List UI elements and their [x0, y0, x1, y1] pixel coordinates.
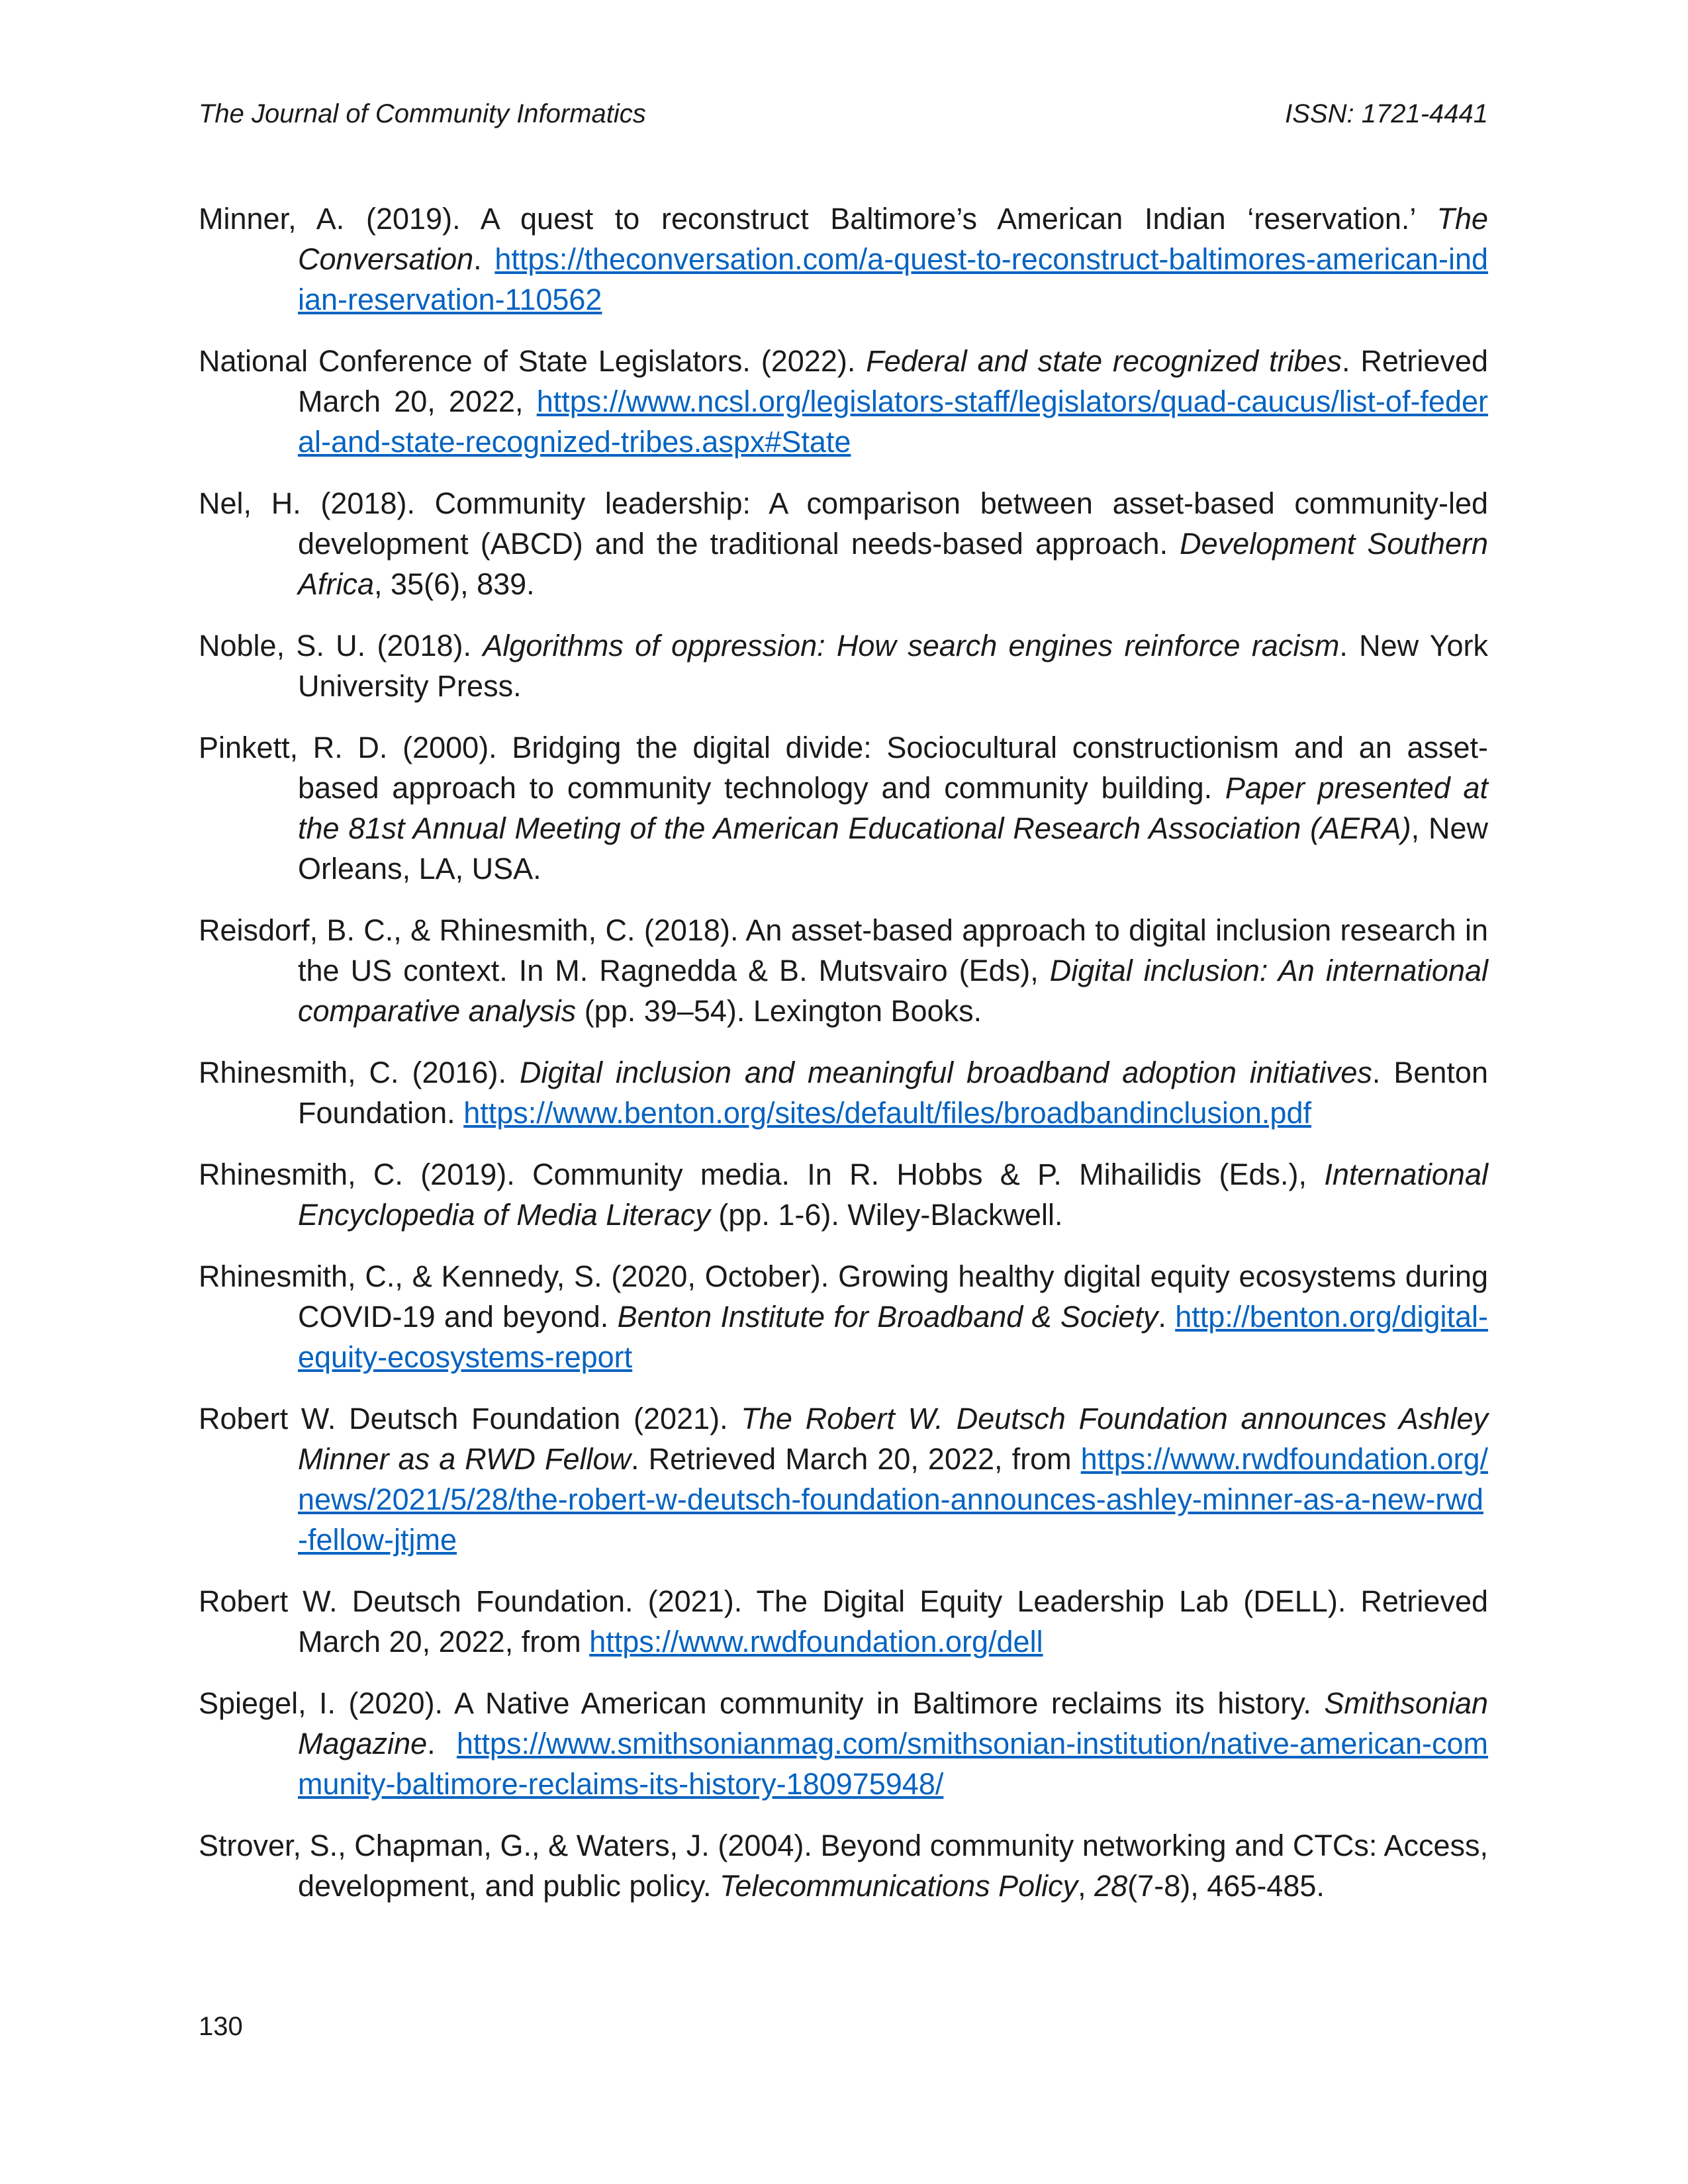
reference-text: . Retrieved March 20, 2022, [298, 344, 1488, 418]
reference-link[interactable]: https://www.rwdfoundation.org/news/2021/5/28/the-robert-w-deutsch-foundation-announces-ashley-minner-as-a-new-rwd-fellow-jtjme [298, 1442, 1488, 1557]
reference-text: . [473, 242, 495, 276]
reference-text: Robert W. Deutsch Foundation. (2021). The Digital Equity Leadership Lab (DELL). Retrieved March 20, 2022, from [199, 1584, 1488, 1659]
reference-text: , New Orleans, LA, USA. [298, 811, 1488, 886]
reference-link[interactable]: https://www.benton.org/sites/default/files/broadbandinclusion.pdf [463, 1096, 1311, 1130]
reference-rhinesmith-2019 [199, 1154, 1488, 1235]
reference-volume: 28 [1094, 1869, 1128, 1903]
reference-rwd-dell [199, 1581, 1488, 1662]
reference-rwd-fellow [199, 1398, 1488, 1560]
journal-title: The Journal of Community Informatics [199, 99, 646, 128]
reference-text: National Conference of State Legislators. (2022). [199, 344, 867, 378]
reference-source-title: Smithsonian Magazine [298, 1686, 1488, 1760]
reference-text: Rhinesmith, C., & Kennedy, S. (2020, October). Growing healthy digital equity ecosystems during COVID-19 and beyond. [199, 1259, 1488, 1334]
reference-minner [199, 199, 1488, 320]
reference-link[interactable]: http://benton.org/digital-equity-ecosystems-report [298, 1300, 1489, 1374]
reference-strover [199, 1825, 1488, 1906]
reference-link[interactable]: https://www.ncsl.org/legislators-staff/legislators/quad-caucus/list-of-federal-and-state-recognized-tribes.aspx#State [298, 385, 1488, 459]
reference-text: Reisdorf, B. C., & Rhinesmith, C. (2018). An asset-based approach to digital inclusion research in the US context. In M. Ragnedda & B. Mutsvairo (Eds), [199, 913, 1488, 987]
reference-link[interactable]: https://www.rwdfoundation.org/dell [589, 1625, 1043, 1659]
reference-source-title: International Encyclopedia of Media Literacy [298, 1158, 1488, 1232]
reference-text: Pinkett, R. D. (2000). Bridging the digital divide: Sociocultural constructionism and an asset-based approach to community technology and community building. [199, 731, 1488, 805]
reference-text: Noble, S. U. (2018). [199, 629, 483, 662]
reference-source-title: Federal and state recognized tribes [866, 344, 1342, 378]
reference-reisdorf [199, 910, 1488, 1031]
page-number: 130 [199, 2012, 243, 2041]
reference-source-title: The Robert W. Deutsch Foundation announces Ashley Minner as a RWD Fellow [298, 1402, 1488, 1476]
reference-text: . Retrieved March 20, 2022, from [631, 1442, 1081, 1476]
reference-text: . New York University Press. [298, 629, 1488, 703]
reference-ncsl [199, 341, 1488, 462]
reference-spiegel [199, 1683, 1488, 1804]
reference-link[interactable]: https://www.smithsonianmag.com/smithsonian-institution/native-american-community-baltimore-reclaims-its-history-180975948/ [298, 1727, 1488, 1801]
reference-text: Robert W. Deutsch Foundation (2021). [199, 1402, 741, 1435]
reference-source-title: The Conversation [298, 202, 1488, 276]
reference-pinkett [199, 727, 1488, 889]
reference-source-title: Development Southern Africa [298, 527, 1488, 601]
reference-text: Rhinesmith, C. (2019). Community media. In R. Hobbs & P. Mihailidis (Eds.), [199, 1158, 1325, 1191]
issn-label: ISSN: 1721-4441 [1285, 99, 1488, 128]
reference-text: (7-8), 465-485. [1127, 1869, 1325, 1903]
reference-source-title: Algorithms of oppression: How search engines reinforce racism [483, 629, 1340, 662]
reference-source-title: Paper presented at the 81st Annual Meeting of the American Educational Research Association (AERA) [298, 771, 1488, 845]
reference-link[interactable]: https://theconversation.com/a-quest-to-reconstruct-baltimores-american-indian-reservation-110562 [298, 242, 1488, 316]
reference-source-title: Digital inclusion and meaningful broadband adoption initiatives [519, 1056, 1372, 1089]
reference-text: Spiegel, I. (2020). A Native American community in Baltimore reclaims its history. [199, 1686, 1325, 1720]
reference-text: , 35(6), 839. [374, 567, 535, 601]
reference-text: . [1158, 1300, 1176, 1334]
reference-text: Minner, A. (2019). A quest to reconstruct Baltimore’s American Indian ‘reservation.’ [199, 202, 1437, 236]
reference-source-title: Telecommunications Policy [720, 1869, 1078, 1903]
reference-text: . [427, 1727, 457, 1760]
reference-text: Nel, H. (2018). Community leadership: A comparison between asset-based community-led development (ABCD) and the traditional needs-based approach. [199, 486, 1488, 561]
reference-text: (pp. 39–54). Lexington Books. [576, 994, 982, 1028]
reference-list [199, 199, 1488, 1927]
reference-text: Rhinesmith, C. (2016). [199, 1056, 520, 1089]
reference-text: Strover, S., Chapman, G., & Waters, J. (2004). Beyond community networking and CTCs: Access, development, and public policy. [199, 1829, 1488, 1903]
reference-source-title: Benton Institute for Broadband & Society [617, 1300, 1158, 1334]
reference-text: (pp. 1-6). Wiley-Blackwell. [710, 1198, 1063, 1232]
running-header [199, 99, 1488, 139]
reference-text: . Benton Foundation. [298, 1056, 1488, 1130]
reference-nel [199, 483, 1488, 604]
reference-rhinesmith-2016 [199, 1052, 1488, 1133]
reference-text: , [1078, 1869, 1095, 1903]
reference-noble [199, 625, 1488, 706]
reference-source-title: Digital inclusion: An international comparative analysis [298, 954, 1489, 1028]
reference-rhinesmith-kennedy [199, 1256, 1488, 1377]
